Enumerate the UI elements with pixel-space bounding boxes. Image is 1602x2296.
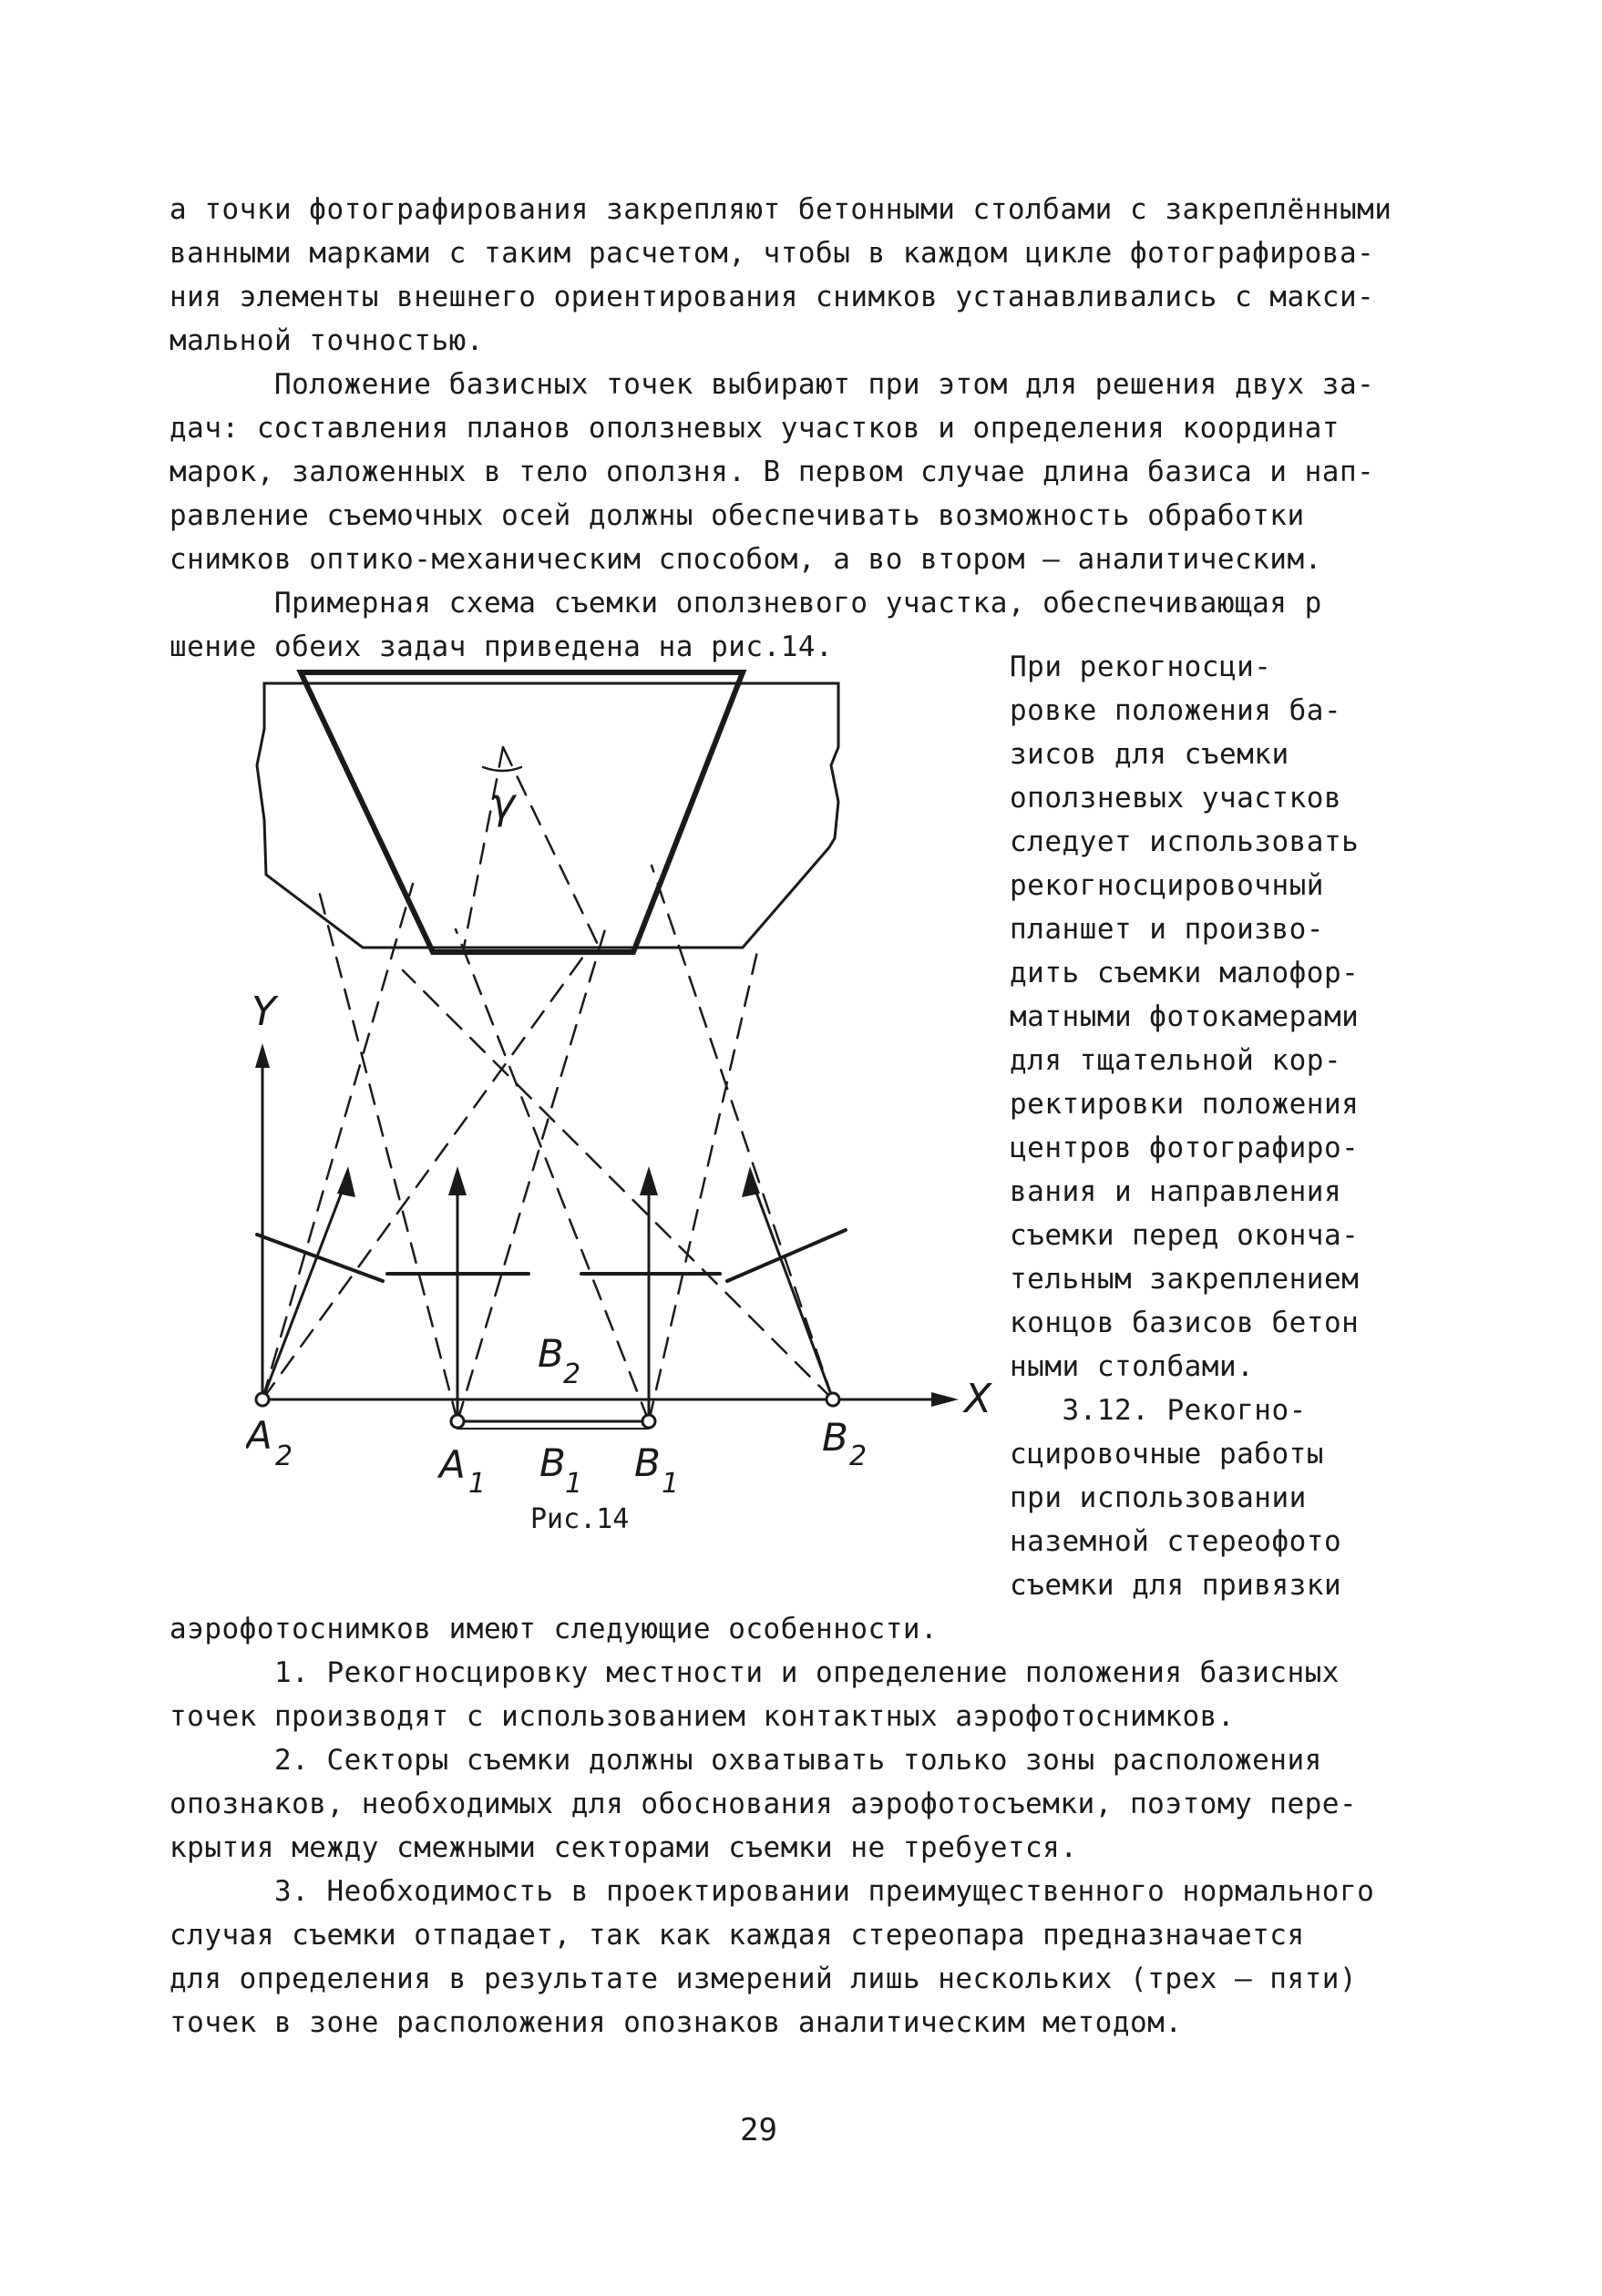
text-line: точек в зоне расположения опознаков аналитическим методом. <box>169 2006 1183 2039</box>
text-line: 3.12. Рекогно- <box>1010 1394 1307 1427</box>
text-line: вания и направления <box>1010 1175 1342 1208</box>
point-a1 <box>451 1415 464 1428</box>
text-line: Примерная схема съемки оползневого участка, обеспечивающая р <box>169 587 1322 620</box>
text-line: матными фотокамерами <box>1010 1000 1360 1033</box>
text-line: рекогносцировочный <box>1010 869 1324 902</box>
text-line: мальной точностью. <box>169 324 484 357</box>
text-line: ния элементы внешнего ориентирования снимков устанавливались с макси- <box>169 281 1375 313</box>
text-line: при использовании <box>1010 1481 1307 1514</box>
landslide-area-outline <box>257 683 838 948</box>
text-line: марок, заложенных в тело оползня. В первом случае длина базиса и нап- <box>169 456 1375 488</box>
text-line: центров фотографиро- <box>1010 1132 1360 1164</box>
label-y-axis: Y <box>252 989 276 1035</box>
text-line: наземной стереофото <box>1010 1525 1342 1558</box>
text-line: крытия между смежными секторами съемки не требуется. <box>169 1831 1078 1864</box>
x-axis-arrow <box>931 1392 959 1407</box>
figure-14-diagram <box>246 656 1002 1567</box>
text-line: равление съемочных осей должны обеспечивать возможность обработки <box>169 499 1305 532</box>
text-line: следует использовать <box>1010 825 1360 858</box>
text-line: ванными марками с таким расчетом, чтобы в каждом цикле фотографирова- <box>169 237 1375 270</box>
label-b1-point: B <box>634 1440 661 1485</box>
text-line: ровке положения ба- <box>1010 694 1342 727</box>
y-axis-arrow <box>255 1043 270 1068</box>
text-line: оползневых участков <box>1010 782 1342 815</box>
point-b2 <box>827 1393 839 1406</box>
page-number: 29 <box>740 2112 777 2148</box>
text-line: планшет и произво- <box>1010 913 1324 946</box>
shot-axis-a2 <box>262 1175 348 1399</box>
coverage-trapezoid <box>301 672 743 952</box>
text-line: 1. Рекогносцировку местности и определение положения базисных <box>169 1656 1340 1689</box>
text-line: съемки для привязки <box>1010 1569 1342 1602</box>
text-line: Положение базисных точек выбирают при этом для решения двух за- <box>169 368 1375 401</box>
text-line: шение обеих задач приведена на рис.14. <box>169 630 834 663</box>
text-line: концов базисов бетон <box>1010 1307 1360 1339</box>
label-gamma: γ <box>490 779 516 828</box>
label-b2-base-sub: 2 <box>563 1358 581 1390</box>
text-line: дач: составления планов оползневых участков и определения координат <box>169 412 1340 445</box>
text-line: снимков оптико-механическим способом, а во втором – аналитическим. <box>169 543 1322 576</box>
gamma-angle-arc <box>483 767 521 771</box>
point-b1 <box>642 1415 655 1428</box>
point-a2 <box>256 1393 269 1406</box>
label-b2-base: B <box>538 1331 564 1376</box>
text-line: случая съемки отпадает, так как каждая стереопара предназначается <box>169 1919 1305 1952</box>
text-line: аэрофотоснимков имеют следующие особенности. <box>169 1613 939 1645</box>
label-a1: A <box>439 1442 466 1487</box>
label-b2-point: B <box>822 1415 848 1460</box>
text-line: ными столбами. <box>1010 1350 1255 1383</box>
text-line: для определения в результате измерений лишь нескольких (трех – пяти) <box>169 1963 1358 1995</box>
label-a1-sub: 1 <box>468 1468 487 1500</box>
label-b1-point-sub: 1 <box>662 1468 680 1500</box>
label-b1-base-sub: 1 <box>565 1468 583 1500</box>
text-line: точек производят с использованием контактных аэрофотоснимков. <box>169 1700 1235 1733</box>
text-line: 2. Секторы съемки должны охватывать только зоны расположения <box>169 1744 1322 1777</box>
label-a2: A <box>246 1413 272 1458</box>
text-line: для тщательной кор- <box>1010 1044 1342 1077</box>
label-a2-sub: 2 <box>275 1440 293 1472</box>
label-b1-base: B <box>539 1440 566 1485</box>
text-line: ректировки положения <box>1010 1088 1360 1121</box>
text-line: съемки перед оконча- <box>1010 1219 1360 1252</box>
text-line: зисов для съемки <box>1010 738 1289 771</box>
figure-caption: Рис.14 <box>530 1503 630 1535</box>
label-b2-point-sub: 2 <box>849 1440 868 1472</box>
text-line: сцировочные работы <box>1010 1438 1324 1471</box>
text-line: При рекогносци- <box>1010 651 1272 683</box>
text-line: а точки фотографирования закрепляют бетонными столбами с закреплёнными <box>169 193 1392 226</box>
text-line: дить съемки малофор- <box>1010 957 1360 989</box>
label-x-axis: X <box>964 1376 992 1422</box>
text-line: опознаков, необходимых для обоснования аэрофотосъемки, поэтому пере- <box>169 1788 1358 1820</box>
text-line: тельным закреплением <box>1010 1263 1360 1296</box>
text-line: 3. Необходимость в проектировании преимущественного нормального <box>169 1875 1375 1908</box>
